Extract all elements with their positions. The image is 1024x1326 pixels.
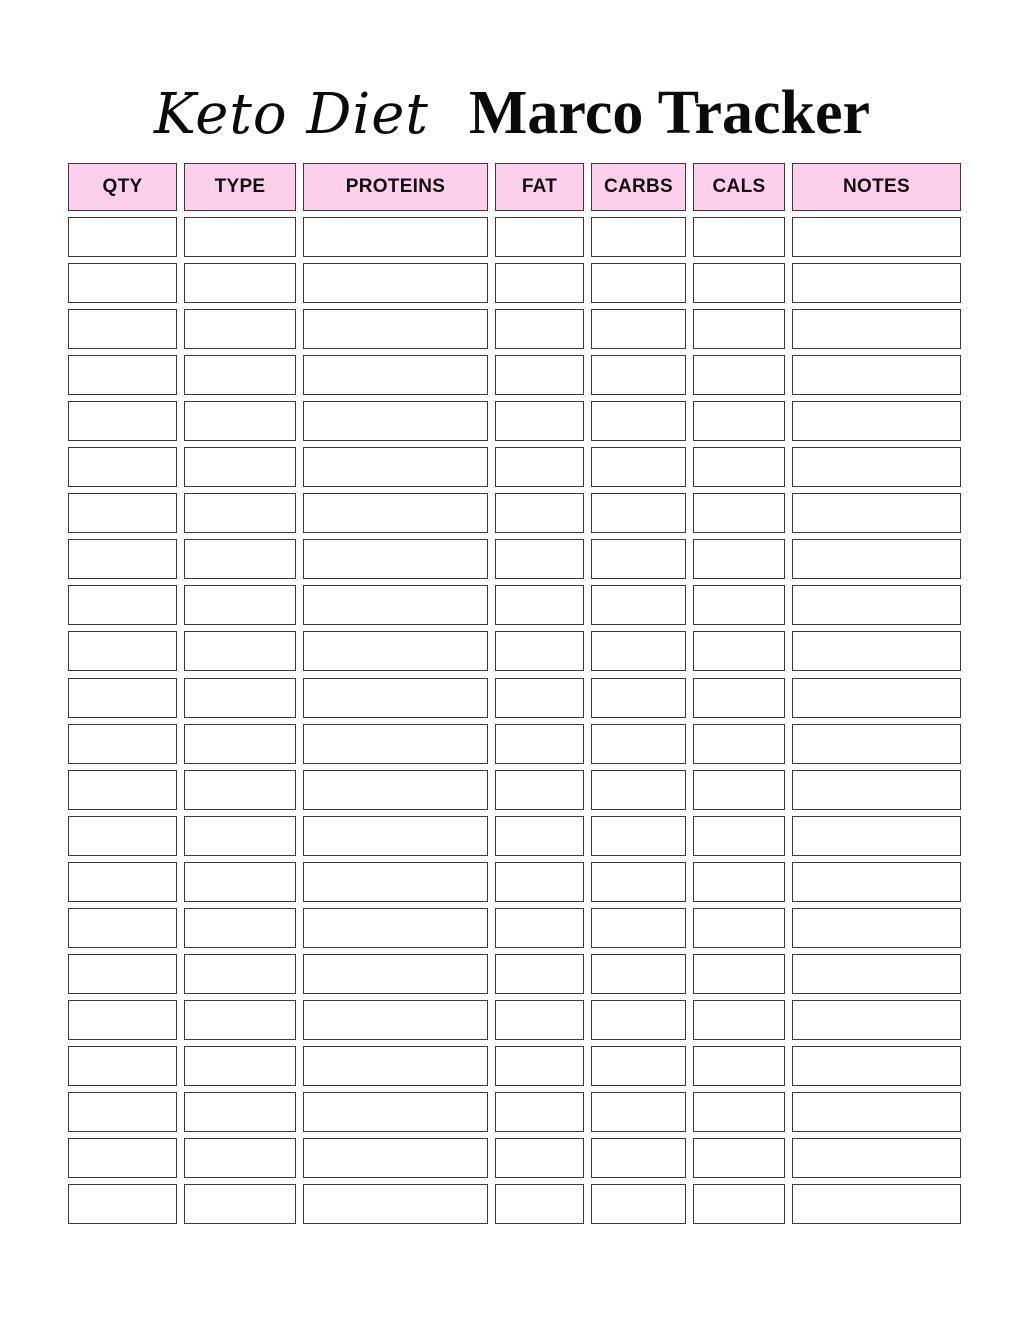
cell-fat[interactable] (495, 585, 584, 625)
cell-proteins[interactable] (303, 585, 488, 625)
cell-notes[interactable] (792, 585, 961, 625)
cell-fat[interactable] (495, 263, 584, 303)
cell-notes[interactable] (792, 355, 961, 395)
cell-qty[interactable] (68, 493, 177, 533)
cell-proteins[interactable] (303, 1092, 488, 1132)
cell-cals[interactable] (693, 1092, 785, 1132)
cell-proteins[interactable] (303, 908, 488, 948)
header-carbs: CARBS (591, 163, 686, 211)
cell-notes[interactable] (792, 309, 961, 349)
cell-carbs[interactable] (591, 816, 686, 856)
cell-notes[interactable] (792, 217, 961, 257)
cell-type[interactable] (184, 355, 296, 395)
cell-qty[interactable] (68, 724, 177, 764)
cell-qty[interactable] (68, 355, 177, 395)
cell-fat[interactable] (495, 631, 584, 671)
cell-notes[interactable] (792, 724, 961, 764)
cell-cals[interactable] (693, 724, 785, 764)
cell-fat[interactable] (495, 1046, 584, 1086)
cell-proteins[interactable] (303, 816, 488, 856)
cell-cals[interactable] (693, 908, 785, 948)
cell-fat[interactable] (495, 217, 584, 257)
cell-proteins[interactable] (303, 309, 488, 349)
cell-fat[interactable] (495, 770, 584, 810)
cell-notes[interactable] (792, 1184, 961, 1224)
cell-fat[interactable] (495, 954, 584, 994)
cell-cals[interactable] (693, 1138, 785, 1178)
cell-type[interactable] (184, 217, 296, 257)
cell-proteins[interactable] (303, 1138, 488, 1178)
header-proteins: PROTEINS (303, 163, 488, 211)
cell-carbs[interactable] (591, 954, 686, 994)
cell-carbs[interactable] (591, 1046, 686, 1086)
cell-notes[interactable] (792, 447, 961, 487)
cell-type[interactable] (184, 1000, 296, 1040)
cell-notes[interactable] (792, 539, 961, 579)
cell-carbs[interactable] (591, 309, 686, 349)
cell-fat[interactable] (495, 539, 584, 579)
cell-qty[interactable] (68, 309, 177, 349)
cell-proteins[interactable] (303, 447, 488, 487)
cell-qty[interactable] (68, 816, 177, 856)
cell-cals[interactable] (693, 1046, 785, 1086)
cell-qty[interactable] (68, 217, 177, 257)
cell-fat[interactable] (495, 908, 584, 948)
cell-fat[interactable] (495, 447, 584, 487)
cell-carbs[interactable] (591, 631, 686, 671)
cell-cals[interactable] (693, 1184, 785, 1224)
header-cals: CALS (693, 163, 785, 211)
cell-notes[interactable] (792, 954, 961, 994)
cell-carbs[interactable] (591, 447, 686, 487)
cell-notes[interactable] (792, 770, 961, 810)
cell-carbs[interactable] (591, 493, 686, 533)
cell-cals[interactable] (693, 770, 785, 810)
cell-carbs[interactable] (591, 1138, 686, 1178)
cell-qty[interactable] (68, 1000, 177, 1040)
cell-fat[interactable] (495, 1138, 584, 1178)
cell-type[interactable] (184, 1184, 296, 1224)
cell-type[interactable] (184, 954, 296, 994)
cell-type[interactable] (184, 631, 296, 671)
cell-fat[interactable] (495, 355, 584, 395)
cell-type[interactable] (184, 263, 296, 303)
cell-qty[interactable] (68, 263, 177, 303)
cell-notes[interactable] (792, 816, 961, 856)
cell-proteins[interactable] (303, 770, 488, 810)
cell-notes[interactable] (792, 908, 961, 948)
cell-notes[interactable] (792, 1138, 961, 1178)
cell-proteins[interactable] (303, 493, 488, 533)
cell-cals[interactable] (693, 1000, 785, 1040)
cell-cals[interactable] (693, 678, 785, 718)
header-notes: NOTES (792, 163, 961, 211)
cell-type[interactable] (184, 447, 296, 487)
cell-fat[interactable] (495, 309, 584, 349)
cell-fat[interactable] (495, 493, 584, 533)
header-qty: QTY (68, 163, 177, 211)
cell-qty[interactable] (68, 862, 177, 902)
cell-fat[interactable] (495, 1184, 584, 1224)
cell-notes[interactable] (792, 401, 961, 441)
cell-cals[interactable] (693, 493, 785, 533)
cell-cals[interactable] (693, 539, 785, 579)
cell-carbs[interactable] (591, 1092, 686, 1132)
cell-notes[interactable] (792, 1000, 961, 1040)
cell-qty[interactable] (68, 1046, 177, 1086)
cell-proteins[interactable] (303, 678, 488, 718)
cell-qty[interactable] (68, 1138, 177, 1178)
cell-qty[interactable] (68, 401, 177, 441)
cell-type[interactable] (184, 816, 296, 856)
cell-type[interactable] (184, 862, 296, 902)
cell-notes[interactable] (792, 678, 961, 718)
cell-proteins[interactable] (303, 355, 488, 395)
cell-fat[interactable] (495, 862, 584, 902)
title-script-text: Keto Diet (153, 82, 429, 147)
cell-type[interactable] (184, 309, 296, 349)
cell-fat[interactable] (495, 401, 584, 441)
cell-qty[interactable] (68, 908, 177, 948)
cell-fat[interactable] (495, 816, 584, 856)
cell-fat[interactable] (495, 1092, 584, 1132)
header-type: TYPE (184, 163, 296, 211)
cell-carbs[interactable] (591, 401, 686, 441)
cell-type[interactable] (184, 1092, 296, 1132)
cell-cals[interactable] (693, 355, 785, 395)
cell-type[interactable] (184, 493, 296, 533)
cell-carbs[interactable] (591, 862, 686, 902)
cell-type[interactable] (184, 724, 296, 764)
cell-type[interactable] (184, 401, 296, 441)
cell-notes[interactable] (792, 263, 961, 303)
cell-notes[interactable] (792, 1092, 961, 1132)
cell-cals[interactable] (693, 309, 785, 349)
cell-proteins[interactable] (303, 401, 488, 441)
cell-type[interactable] (184, 908, 296, 948)
cell-qty[interactable] (68, 447, 177, 487)
cell-cals[interactable] (693, 217, 785, 257)
page-title (0, 78, 1024, 149)
cell-cals[interactable] (693, 401, 785, 441)
cell-carbs[interactable] (591, 770, 686, 810)
title-main-text: Marco Tracker (468, 79, 871, 147)
cell-cals[interactable] (693, 585, 785, 625)
cell-qty[interactable] (68, 1092, 177, 1132)
cell-proteins[interactable] (303, 1046, 488, 1086)
cell-type[interactable] (184, 1046, 296, 1086)
cell-proteins[interactable] (303, 263, 488, 303)
cell-carbs[interactable] (591, 585, 686, 625)
cell-type[interactable] (184, 539, 296, 579)
cell-carbs[interactable] (591, 263, 686, 303)
cell-fat[interactable] (495, 724, 584, 764)
cell-proteins[interactable] (303, 862, 488, 902)
cell-carbs[interactable] (591, 1184, 686, 1224)
cell-type[interactable] (184, 770, 296, 810)
cell-qty[interactable] (68, 631, 177, 671)
cell-carbs[interactable] (591, 724, 686, 764)
cell-carbs[interactable] (591, 908, 686, 948)
cell-notes[interactable] (792, 631, 961, 671)
header-fat: FAT (495, 163, 584, 211)
cell-proteins[interactable] (303, 724, 488, 764)
cell-cals[interactable] (693, 816, 785, 856)
cell-carbs[interactable] (591, 355, 686, 395)
cell-qty[interactable] (68, 770, 177, 810)
cell-cals[interactable] (693, 631, 785, 671)
cell-proteins[interactable] (303, 631, 488, 671)
cell-notes[interactable] (792, 1046, 961, 1086)
cell-qty[interactable] (68, 539, 177, 579)
cell-cals[interactable] (693, 954, 785, 994)
cell-notes[interactable] (792, 862, 961, 902)
cell-type[interactable] (184, 585, 296, 625)
cell-proteins[interactable] (303, 1000, 488, 1040)
cell-qty[interactable] (68, 954, 177, 994)
cell-fat[interactable] (495, 678, 584, 718)
cell-proteins[interactable] (303, 954, 488, 994)
cell-type[interactable] (184, 1138, 296, 1178)
cell-notes[interactable] (792, 493, 961, 533)
cell-carbs[interactable] (591, 217, 686, 257)
cell-proteins[interactable] (303, 1184, 488, 1224)
cell-proteins[interactable] (303, 217, 488, 257)
cell-qty[interactable] (68, 678, 177, 718)
cell-cals[interactable] (693, 862, 785, 902)
cell-carbs[interactable] (591, 678, 686, 718)
cell-proteins[interactable] (303, 539, 488, 579)
cell-carbs[interactable] (591, 1000, 686, 1040)
cell-cals[interactable] (693, 447, 785, 487)
cell-cals[interactable] (693, 263, 785, 303)
cell-carbs[interactable] (591, 539, 686, 579)
cell-qty[interactable] (68, 585, 177, 625)
cell-type[interactable] (184, 678, 296, 718)
cell-fat[interactable] (495, 1000, 584, 1040)
cell-qty[interactable] (68, 1184, 177, 1224)
